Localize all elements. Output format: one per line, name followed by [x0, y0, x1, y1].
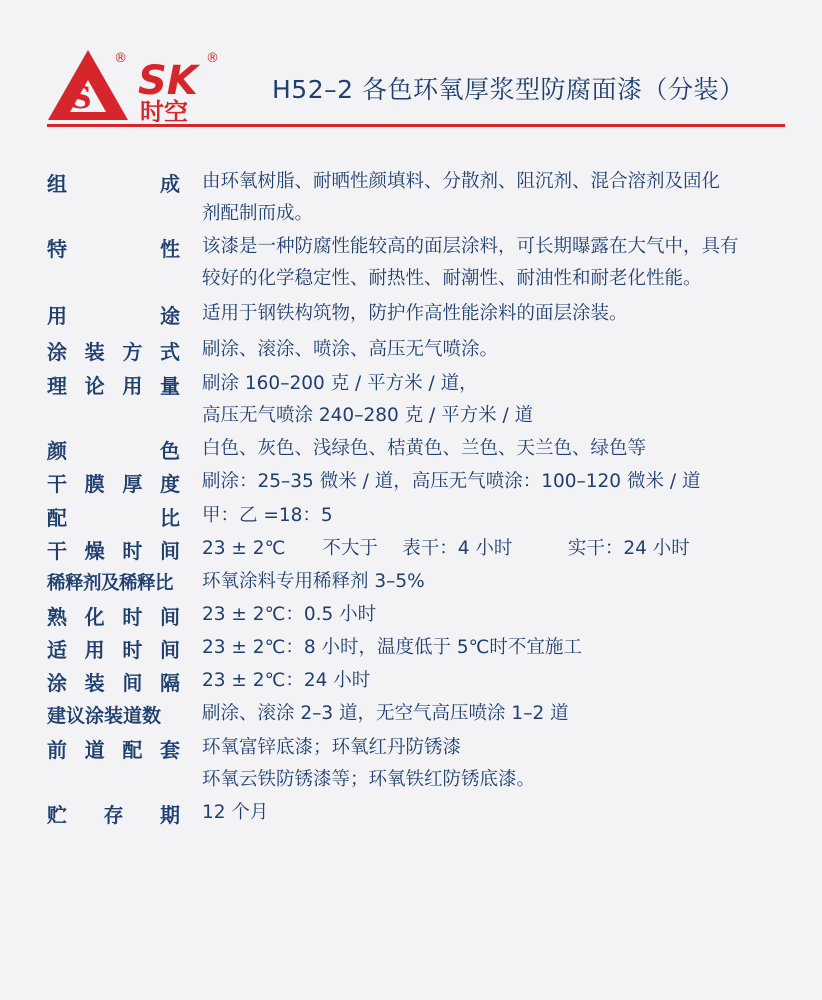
row-label-char: 时 [122, 604, 143, 629]
row-label-char: 配 [47, 505, 67, 530]
row-label-char: 化 [84, 604, 105, 629]
row-label-char: 性 [160, 236, 180, 261]
logo-s-glyph: S [70, 81, 92, 116]
row-label-char: 厚 [122, 471, 143, 496]
row-label-text [47, 468, 180, 497]
row-value-line: 23 ± 2℃：0.5 小时 [202, 604, 377, 625]
logo-sk-mark: SK [138, 58, 198, 104]
registered-mark-2: ® [206, 51, 219, 66]
row-label-char: 论 [84, 373, 105, 398]
row-value-line: 环氧云铁防锈漆等；环氧铁红防锈底漆。 [202, 769, 536, 790]
row-label-char: 道 [84, 737, 105, 762]
row-label [47, 435, 180, 463]
row-label [47, 535, 180, 563]
row-label-char: 间 [159, 538, 180, 563]
row-label-text [47, 168, 180, 197]
row-label-char: 用 [122, 373, 143, 398]
row-value-line: 刷涂、滚涂 2–3 道，无空气高压喷涂 1–2 道 [202, 703, 569, 724]
row-value-line: 该漆是一种防腐性能较高的面层涂料，可长期曝露在大气中，具有 [202, 236, 739, 257]
row-label [47, 667, 180, 695]
row-label-text [47, 435, 180, 464]
row-value-line: 23 ± 2℃：8 小时，温度低于 5℃时不宜施工 [202, 637, 582, 658]
row-label-char: 式 [159, 339, 180, 364]
row-label-char: 特 [47, 236, 67, 261]
row-label [47, 168, 180, 196]
row-label-text: 建议涂装道数 [47, 704, 162, 727]
row-label-text [47, 634, 180, 663]
row-label-char: 隔 [159, 670, 180, 695]
row-label-char: 配 [122, 737, 143, 762]
row-value-line: 刷涂 160–200 克 / 平方米 / 道， [202, 373, 478, 394]
row-label-char: 干 [47, 471, 67, 496]
page-title: H52–2 各色环氧厚浆型防腐面漆（分装） [272, 75, 745, 104]
row-label-char: 用 [84, 637, 105, 662]
row-label-text [47, 502, 180, 531]
row-label [47, 700, 180, 728]
row-label [47, 502, 180, 530]
row-label-char: 比 [160, 505, 180, 530]
row-value-line: 12 个月 [202, 802, 269, 823]
row-label-char: 颜 [47, 438, 67, 463]
row-label-char: 涂 [47, 339, 67, 364]
row-value-line: 白色、灰色、浅绿色、桔黄色、兰色、天兰色、绿色等 [202, 438, 647, 459]
row-label [47, 233, 180, 261]
row-label-char: 度 [159, 471, 180, 496]
row-label-char: 装 [84, 339, 105, 364]
row-value-line: 较好的化学稳定性、耐热性、耐潮性、耐油性和耐老化性能。 [202, 268, 702, 289]
row-label [47, 568, 180, 596]
row-label-char: 干 [47, 538, 67, 563]
row-label [47, 799, 180, 827]
row-value-line: 由环氧树脂、耐晒性颜填料、分散剂、阻沉剂、混合溶剂及固化 [202, 171, 721, 192]
row-label-text [47, 370, 180, 399]
row-label [47, 601, 180, 629]
row-label-char: 装 [84, 670, 105, 695]
row-label-char: 期 [160, 802, 180, 827]
row-label-char: 用 [47, 303, 67, 328]
row-label [47, 370, 180, 398]
registered-mark-1: ® [114, 51, 127, 66]
row-label-text [47, 734, 180, 763]
row-value-line: 23 ± 2℃ 不大于 表干：4 小时 实干：24 小时 [202, 538, 690, 559]
row-label-char: 间 [159, 604, 180, 629]
row-label-char: 贮 [47, 802, 67, 827]
row-label-char: 前 [47, 737, 67, 762]
row-value-line: 环氧富锌底漆；环氧红丹防锈漆 [202, 737, 462, 758]
row-label-text [47, 300, 180, 329]
row-value-line: 高压无气喷涂 240–280 克 / 平方米 / 道 [202, 405, 534, 426]
row-label-char: 组 [47, 171, 67, 196]
row-label-char: 存 [103, 802, 124, 827]
row-label-char: 套 [159, 737, 180, 762]
row-value-line: 适用于钢铁构筑物，防护作高性能涂料的面层涂装。 [202, 303, 628, 324]
row-label-char: 间 [122, 670, 143, 695]
row-label-char: 时 [122, 538, 143, 563]
row-label-char: 熟 [47, 604, 67, 629]
row-label-text [47, 667, 180, 696]
row-label-char: 适 [47, 637, 67, 662]
row-label [47, 336, 180, 364]
row-value-line: 剂配制而成。 [202, 203, 314, 224]
row-label [47, 734, 180, 762]
row-label-char: 量 [159, 373, 180, 398]
row-label [47, 468, 180, 496]
row-label-char: 膜 [84, 471, 105, 496]
row-label [47, 300, 180, 328]
row-label-text [47, 601, 180, 630]
row-value-line: 23 ± 2℃：24 小时 [202, 670, 371, 691]
row-label-char: 途 [160, 303, 180, 328]
row-label-char: 时 [122, 637, 143, 662]
row-label-char: 涂 [47, 670, 67, 695]
row-label-text [47, 233, 180, 262]
row-label [47, 634, 180, 662]
row-label-char: 间 [159, 637, 180, 662]
logo-text: 时空 [140, 98, 188, 122]
row-label-char: 理 [47, 373, 67, 398]
row-label-text [47, 336, 180, 365]
row-value-line: 刷涂、滚涂、喷涂、高压无气喷涂。 [202, 339, 499, 360]
row-value-line: 刷涂：25–35 微米 / 道，高压无气喷涂：100–120 微米 / 道 [202, 471, 701, 492]
row-label-char: 色 [160, 438, 180, 463]
row-label-text [47, 799, 180, 828]
row-value-line: 环氧涂料专用稀释剂 3–5% [202, 571, 425, 592]
row-label-char: 方 [122, 339, 143, 364]
row-label-text [47, 535, 180, 564]
row-value-line: 甲：乙 =18：5 [202, 505, 333, 526]
row-label-char: 燥 [84, 538, 105, 563]
row-label-text: 稀释剂及稀释比 [47, 573, 174, 594]
row-label-char: 成 [160, 171, 180, 196]
